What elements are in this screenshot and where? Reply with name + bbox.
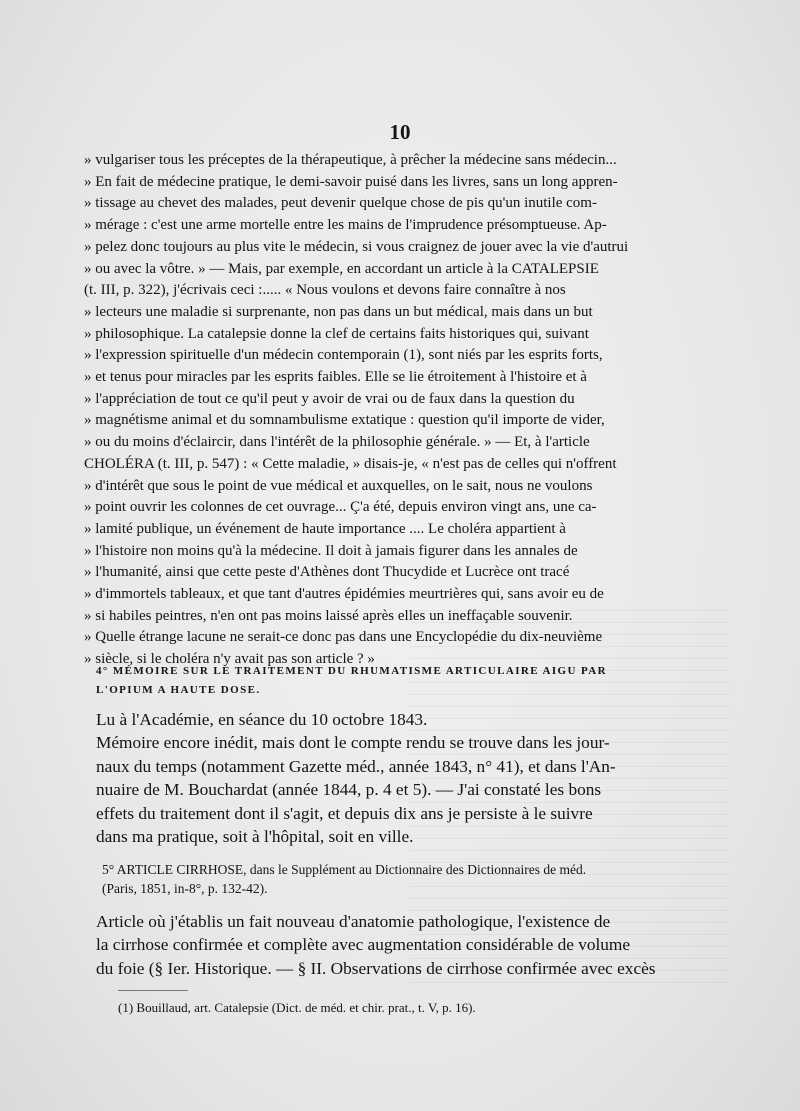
page-number: 10: [389, 120, 411, 144]
quote-line: » siècle, si le choléra n'y avait pas son article ? »: [84, 651, 375, 668]
body-line: effets du traitement dont il s'agit, et depuis dix ans je persiste à le suivre: [96, 803, 593, 823]
quote-line: » ou avec la vôtre. » — Mais, par exemple, en accordant un article à la CATALEPSIE: [84, 260, 599, 277]
body-line: dans ma pratique, soit à l'hôpital, soit en ville.: [96, 827, 414, 847]
footnote: (1) Bouillaud, art. Catalepsie (Dict. de méd. et chir. prat., t. V, p. 16).: [118, 1000, 476, 1015]
quote-line: » l'histoire non moins qu'à la médecine. Il doit à jamais figurer dans les annales de: [84, 542, 578, 559]
section-5-heading: [102, 860, 706, 898]
section-4-body: [96, 708, 710, 848]
quote-line: » l'humanité, ainsi que cette peste d'Athènes dont Thucydide et Lucrèce ont tracé: [84, 564, 570, 581]
quote-line: » philosophique. La catalepsie donne la clef de certains faits historiques qui, suivant: [84, 325, 589, 342]
quoted-passage: [84, 150, 706, 671]
heading-line: L'OPIUM A HAUTE DOSE.: [96, 684, 261, 696]
quote-line: » et tenus pour miracles par les esprits faibles. Elle se lie étroitement à l'histoire et à: [84, 369, 587, 386]
quote-line: » vulgariser tous les préceptes de la thérapeutique, à prêcher la médecine sans médecin...: [84, 152, 617, 168]
quote-line: » mérage : c'est une arme mortelle entre les mains de l'imprudence présomptueuse. Ap-: [84, 217, 607, 234]
quote-line: » tissage au chevet des malades, peut devenir quelque chose de pis qu'un inutile com-: [84, 195, 597, 212]
quote-line: » lecteurs une maladie si surprenante, non pas dans un but médical, mais dans un but: [84, 303, 593, 320]
quote-line: » l'appréciation de tout ce qu'il peut y avoir de vrai ou de faux dans la question du: [84, 390, 575, 407]
section-5-body: [96, 910, 710, 980]
quote-line: » magnétisme animal et du somnambulisme extatique : question qu'il importe de vider,: [84, 412, 605, 429]
quote-line: » si habiles peintres, n'en ont pas moins laissé après elles un ineffaçable souvenir.: [84, 607, 573, 624]
quote-line: CHOLÉRA (t. III, p. 547) : « Cette maladie, » disais-je, « n'est pas de celles qui n'offrent: [84, 455, 617, 472]
quote-line: » l'expression spirituelle d'un médecin contemporain (1), sont niés par les esprits forts,: [84, 347, 603, 364]
body-line: nuaire de M. Bouchardat (année 1844, p. 4 et 5). — J'ai constaté les bons: [96, 780, 602, 800]
quote-line: (t. III, p. 322), j'écrivais ceci :..... « Nous voulons et devons faire connaître à nos: [84, 282, 566, 299]
body-line: Article où j'établis un fait nouveau d'anatomie pathologique, l'existence de: [96, 912, 611, 931]
body-line: Mémoire encore inédit, mais dont le compte rendu se trouve dans les jour-: [96, 733, 610, 753]
quote-line: » ou du moins d'éclaircir, dans l'intérêt de la philosophie générale. » — Et, à l'article: [84, 434, 590, 451]
quote-line: » d'intérêt que sous le point de vue médical et auxquelles, on le sait, nous ne voulons: [84, 477, 593, 494]
body-line: la cirrhose confirmée et complète avec augmentation considérable de volume: [96, 935, 631, 955]
quote-line: » pelez donc toujours au plus vite le médecin, si vous craignez de jouer avec la vie d'autrui: [84, 238, 629, 255]
section-4-heading: [96, 662, 706, 700]
heading-line: (Paris, 1851, in-8°, p. 132-42).: [102, 881, 268, 896]
quote-line: » En fait de médecine pratique, le demi-savoir puisé dans les livres, sans un long appren-: [84, 173, 618, 190]
quote-line: » d'immortels tableaux, et que tant d'autres épidémies meurtrières qui, sans avoir eu de: [84, 586, 604, 603]
body-line: du foie (§ Ier. Historique. — § II. Observations de cirrhose confirmée avec excès: [96, 958, 656, 978]
heading-line: 4° MÉMOIRE SUR LE TRAITEMENT DU RHUMATISME ARTICULAIRE AIGU PAR: [96, 665, 607, 677]
quote-line: » Quelle étrange lacune ne serait-ce donc pas dans une Encyclopédie du dix-neuvième: [84, 629, 603, 646]
heading-line: 5° ARTICLE CIRRHOSE, dans le Supplément au Dictionnaire des Dictionnaires de méd.: [102, 862, 587, 877]
quote-line: » lamité publique, un événement de haute importance .... Le choléra appartient à: [84, 520, 566, 537]
body-line: Lu à l'Académie, en séance du 10 octobre 1843.: [96, 710, 428, 729]
quote-line: » point ouvrir les colonnes de cet ouvrage... Ç'a été, depuis environ vingt ans, une ca-: [84, 499, 597, 516]
body-line: naux du temps (notamment Gazette méd., année 1843, n° 41), et dans l'An-: [96, 756, 616, 776]
footnote-divider: [118, 990, 188, 991]
